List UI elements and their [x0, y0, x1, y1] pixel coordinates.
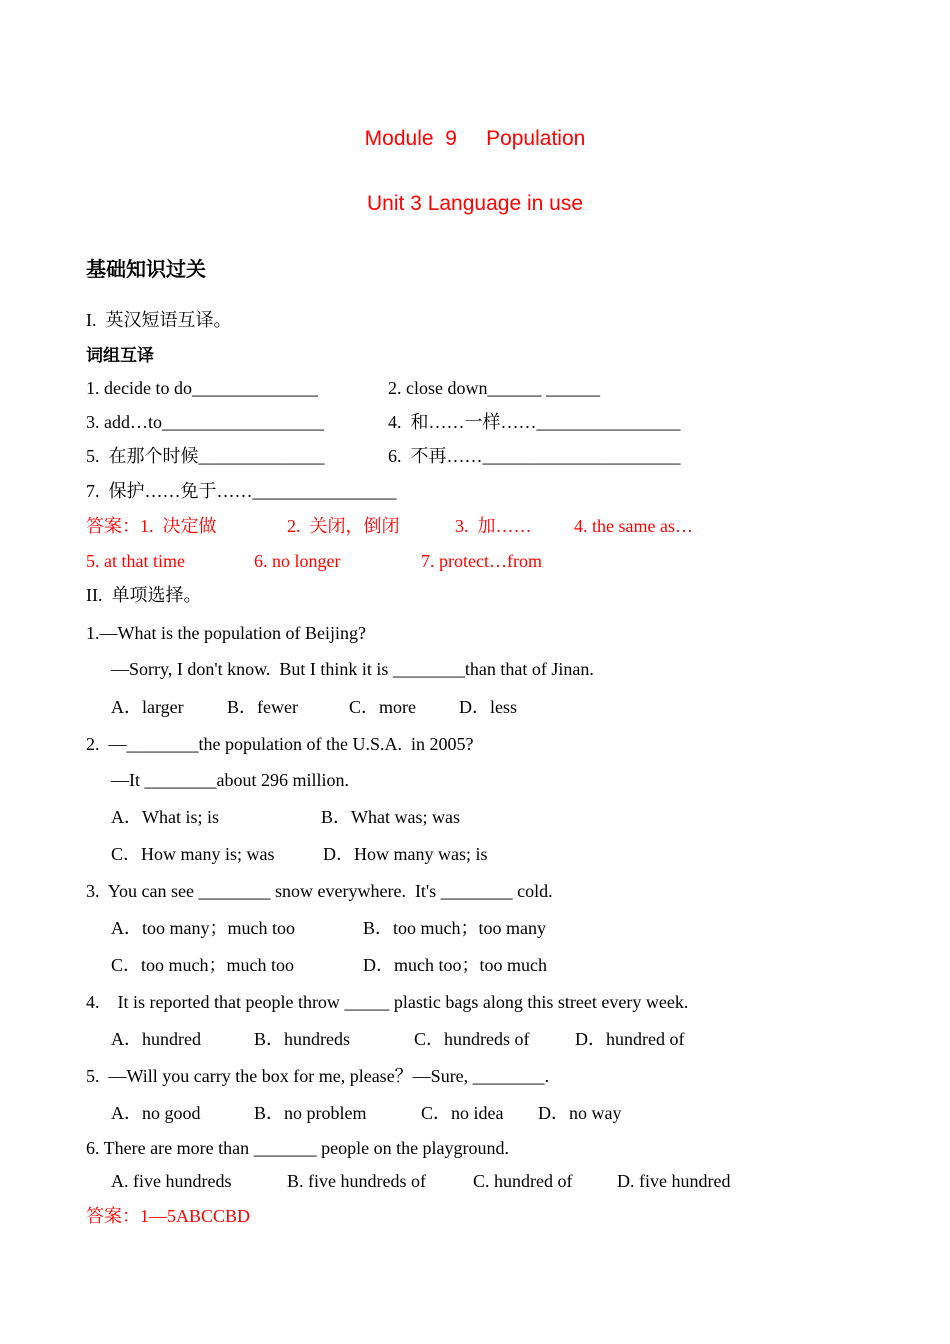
- question-1-option-b: B．fewer: [227, 697, 298, 717]
- question-2-option-c: C．How many is; was: [111, 844, 275, 864]
- part1-answer-6: 6. no longer: [254, 551, 341, 571]
- question-1-option-c: C．more: [349, 697, 416, 717]
- question-4-line-1: 4. It is reported that people throw _____ plastic bags along this street every week.: [86, 992, 689, 1012]
- phrase-item-3: 3. add…to__________________: [86, 412, 324, 432]
- phrase-item-7: 7. 保护……免于……________________: [86, 481, 397, 501]
- part1-answer-5: 5. at that time: [86, 551, 185, 571]
- question-2-line-1: 2. —________the population of the U.S.A. in 2005?: [86, 734, 474, 754]
- part1-subheading: 词组互译: [86, 346, 154, 365]
- part2-heading: II. 单项选择。: [86, 585, 202, 605]
- question-6-line-1: 6. There are more than _______ people on the playground.: [86, 1138, 510, 1158]
- question-2-option-a: A．What is; is: [111, 807, 219, 827]
- question-2-option-b: B．What was; was: [321, 807, 460, 827]
- question-3-line-1: 3. You can see ________ snow everywhere. It's ________ cold.: [86, 881, 553, 901]
- question-4-option-d: D．hundred of: [575, 1029, 685, 1049]
- question-3-option-a: A．too many；much too: [111, 918, 295, 938]
- question-6-option-a: A. five hundreds: [111, 1171, 232, 1191]
- question-4-option-a: A．hundred: [111, 1029, 201, 1049]
- question-1-option-d: D．less: [459, 697, 517, 717]
- phrase-item-2: 2. close down______ ______: [388, 378, 600, 398]
- question-5-option-d: D．no way: [538, 1103, 622, 1123]
- question-3-option-c: C．too much；much too: [111, 955, 294, 975]
- question-2-option-d: D．How many was; is: [323, 844, 488, 864]
- unit-subtitle: Unit 3 Language in use: [367, 192, 583, 215]
- phrase-item-4: 4. 和……一样……________________: [388, 412, 681, 432]
- question-1-line-1: 1.—What is the population of Beijing?: [86, 623, 366, 643]
- question-1-option-a: A．larger: [111, 697, 184, 717]
- question-5-option-b: B．no problem: [254, 1103, 367, 1123]
- question-6-option-b: B. five hundreds of: [287, 1171, 426, 1191]
- question-6-option-d: D. five hundred: [617, 1171, 731, 1191]
- part2-answer-key: 答案：1—5ABCCBD: [86, 1206, 251, 1226]
- question-1-line-2: —Sorry, I don't know. But I think it is ________than that of Jinan.: [111, 659, 594, 679]
- question-5-option-a: A．no good: [111, 1103, 201, 1123]
- part1-answer-7: 7. protect…from: [421, 551, 542, 571]
- part1-answer-3: 3. 加……: [455, 516, 532, 536]
- part1-answer-4: 4. the same as…: [574, 516, 693, 536]
- phrase-item-6: 6. 不再……______________________: [388, 446, 681, 466]
- question-5-option-c: C．no idea: [421, 1103, 504, 1123]
- question-3-option-b: B．too much；too many: [363, 918, 546, 938]
- part1-answer-1: 答案：1. 决定做: [86, 516, 217, 536]
- question-4-option-c: C．hundreds of: [414, 1029, 530, 1049]
- phrase-item-5: 5. 在那个时候______________: [86, 446, 325, 466]
- question-4-option-b: B．hundreds: [254, 1029, 350, 1049]
- phrase-item-1: 1. decide to do______________: [86, 378, 318, 398]
- part1-answer-2: 2. 关闭，倒闭: [287, 516, 400, 536]
- question-6-option-c: C. hundred of: [473, 1171, 573, 1191]
- question-3-option-d: D．much too；too much: [363, 955, 547, 975]
- question-2-line-2: —It ________about 296 million.: [111, 770, 349, 790]
- module-title: Module 9 Population: [364, 127, 586, 150]
- question-5-line-1: 5. —Will you carry the box for me, please？—Sure, ________.: [86, 1066, 550, 1086]
- section-heading: 基础知识过关: [86, 259, 206, 281]
- part1-heading: I. 英汉短语互译。: [86, 310, 232, 330]
